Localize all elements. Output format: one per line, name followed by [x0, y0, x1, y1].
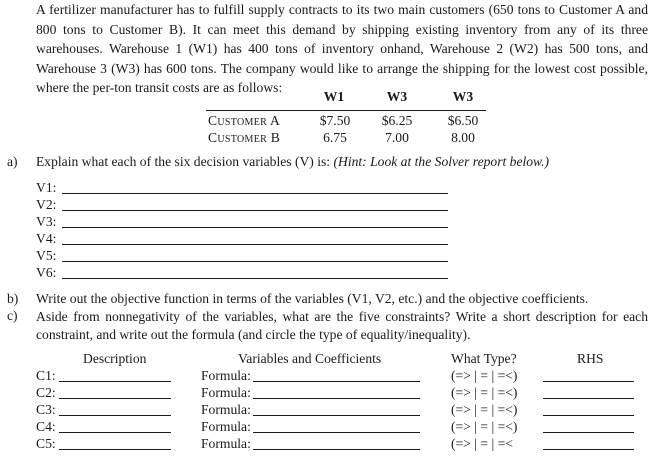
cost-table-cell: 8.00	[451, 130, 475, 145]
type-options[interactable]: (=> | = | =<)	[451, 402, 518, 417]
answer-line[interactable]	[62, 193, 448, 194]
description-line[interactable]	[59, 398, 171, 399]
formula-line[interactable]	[253, 449, 420, 450]
formula-label: Formula:	[201, 419, 251, 434]
rhs-line[interactable]	[543, 398, 634, 399]
answer-line[interactable]	[62, 244, 448, 245]
part-b-question: Write out the objective function in terms of the variables (V1, V2, etc.) and the objective coefficients.	[36, 291, 589, 306]
constraint-label: C5:	[36, 436, 56, 451]
answer-line[interactable]	[62, 278, 448, 279]
cost-table-row-label: Customer A	[208, 113, 281, 128]
header-rhs: RHS	[577, 351, 604, 366]
part-a-hint: (Hint: Look at the Solver report below.)	[333, 154, 550, 169]
variable-label: V2:	[36, 197, 57, 212]
cost-table-cell: $6.50	[447, 113, 479, 128]
constraint-label: C2:	[36, 385, 56, 400]
constraint-label: C4:	[36, 419, 56, 434]
header-description: Description	[83, 351, 147, 366]
formula-label: Formula:	[201, 385, 251, 400]
rhs-line[interactable]	[543, 432, 634, 433]
variable-label: V5:	[36, 248, 57, 263]
cost-table-cell: 6.75	[323, 130, 347, 145]
description-line[interactable]	[59, 415, 171, 416]
rhs-line[interactable]	[543, 381, 634, 382]
answer-line[interactable]	[62, 227, 448, 228]
type-options[interactable]: (=> | = | =<	[451, 436, 513, 451]
part-a-marker: a)	[7, 154, 18, 169]
part-c-question: Aside from nonnegativity of the variables, what are the five constraints? Write a short description for each constraint, and write out the formula (and circle the type of equality/inequality).	[36, 309, 648, 342]
constraint-label: C3:	[36, 402, 56, 417]
part-a-question	[36, 154, 549, 170]
cost-table-row-label: Customer B	[208, 130, 281, 145]
cost-table-header-2: W3	[386, 89, 408, 104]
type-options[interactable]: (=> | = | =<)	[451, 368, 518, 383]
part-a-text: Explain what each of the six decision variables (V) is:	[36, 154, 334, 169]
header-type: What Type?	[451, 351, 517, 366]
formula-label: Formula:	[201, 436, 251, 451]
description-line[interactable]	[59, 432, 171, 433]
description-line[interactable]	[59, 449, 171, 450]
problem-intro: A fertilizer manufacturer has to fulfill supply contracts to its two main customers (650 tons to Customer A and 800 tons to Customer B). It can meet this demand by shipping existing inventory from any of its three warehouses. Warehouse 1 (W1) has 400 tons of inventory onhand, Warehouse 2 (W2) has 500 tons, and Warehouse 3 (W3) has 600 tons. The company would like to arrange the shipping for the lowest cost possible, where the per-ton transit costs are as follows:	[36, 2, 648, 96]
rhs-line[interactable]	[543, 449, 634, 450]
formula-line[interactable]	[253, 381, 420, 382]
cost-table-header-3: W3	[452, 89, 474, 104]
cost-table-cell: 7.00	[385, 130, 409, 145]
cost-table-cell: $6.25	[381, 113, 413, 128]
constraint-label: C1:	[36, 368, 56, 383]
formula-label: Formula:	[201, 368, 251, 383]
type-options[interactable]: (=> | = | =<)	[451, 419, 518, 434]
rhs-line[interactable]	[543, 415, 634, 416]
description-line[interactable]	[59, 381, 171, 382]
part-b-marker: b)	[7, 291, 19, 306]
variable-label: V6:	[36, 265, 57, 280]
header-variables: Variables and Coefficients	[238, 351, 382, 366]
variable-label: V3:	[36, 214, 57, 229]
variable-label: V1:	[36, 180, 57, 195]
part-c-marker: c)	[7, 308, 18, 323]
formula-label: Formula:	[201, 402, 251, 417]
answer-line[interactable]	[62, 210, 448, 211]
cost-table-rule	[206, 110, 486, 111]
variable-label: V4:	[36, 231, 57, 246]
formula-line[interactable]	[253, 432, 420, 433]
formula-line[interactable]	[253, 415, 420, 416]
cost-table-header-1: W1	[323, 89, 345, 104]
formula-line[interactable]	[253, 398, 420, 399]
type-options[interactable]: (=> | = | =<)	[451, 385, 518, 400]
cost-table-cell: $7.50	[319, 113, 351, 128]
answer-line[interactable]	[62, 261, 448, 262]
